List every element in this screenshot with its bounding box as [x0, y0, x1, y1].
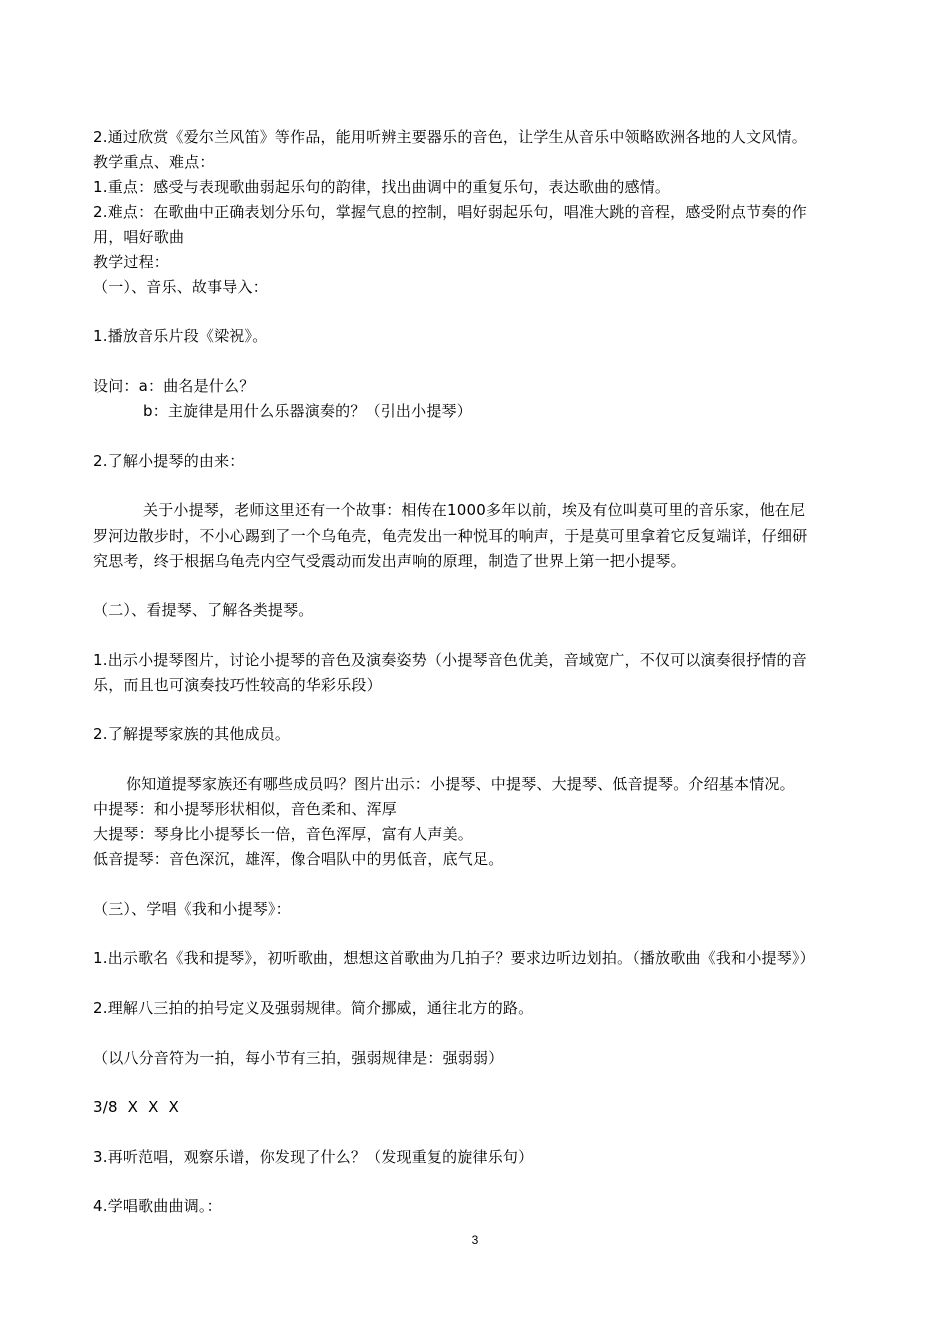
step-show-violin-cont: 乐，而且也可演奏技巧性较高的华彩乐段）: [93, 676, 382, 694]
step-show-violin: 1.出示小提琴图片，讨论小提琴的音色及演奏姿势（小提琴音色优美，音域宽广，不仅可以演奏很抒情的音: [93, 651, 807, 669]
step-show-song: 1.出示歌名《我和提琴》，初听歌曲，想想这首歌曲为几拍子？要求边听边划拍。（播放歌曲《我和小提琴》）: [93, 949, 815, 967]
step-violin-family: 2.了解提琴家族的其他成员。: [93, 725, 291, 743]
section-2-heading: （二）、看提琴、了解各类提琴。: [93, 601, 314, 619]
heading-key-points: 教学重点、难点：: [93, 153, 215, 171]
difficult-point-cont: 用，唱好歌曲: [93, 228, 185, 246]
step-learn-melody: 4.学唱歌曲曲调。：: [93, 1197, 222, 1215]
viola-desc: 中提琴：和小提琴形状相似，音色柔和、浑厚: [93, 800, 398, 818]
step-play-music: 1.播放音乐片段《梁祝》。: [93, 327, 268, 345]
question-b: b：主旋律是用什么乐器演奏的？（引出小提琴）: [143, 402, 472, 420]
cello-desc: 大提琴：琴身比小提琴长一倍，音色浑厚，富有人声美。: [93, 825, 474, 843]
heading-teaching-process: 教学过程：: [93, 253, 170, 271]
step-listen-again: 3.再听范唱，观察乐谱，你发现了什么？（发现重复的旋律乐句）: [93, 1148, 534, 1166]
step-time-signature: 2.理解八三拍的拍号定义及强弱规律。简介挪威，通往北方的路。: [93, 999, 534, 1017]
step-violin-origin: 2.了解小提琴的由来：: [93, 452, 245, 470]
time-signature-note: （以八分音符为一拍，每小节有三拍，强弱规律是：强弱弱）: [93, 1049, 504, 1067]
section-1-heading: （一）、音乐、故事导入：: [93, 278, 268, 296]
section-3-heading: （三）、学唱《我和小提琴》：: [93, 900, 291, 918]
question-a: 设问：a：曲名是什么？: [93, 377, 255, 395]
objective-2: 2.通过欣赏《爱尔兰风笛》等作品，能用听辨主要器乐的音色，让学生从音乐中领略欧洲各地的人文风情。: [93, 128, 807, 146]
page-number: 3: [471, 1233, 479, 1247]
story-line-2: 罗河边散步时，不小心踢到了一个乌龟壳，龟壳发出一种悦耳的响声，于是莫可里拿着它反复端详，仔细研: [93, 527, 808, 545]
rhythm-notation: 3/8 X X X: [93, 1098, 179, 1116]
key-point: 1.重点：感受与表现歌曲弱起乐句的韵律，找出曲调中的重复乐句，表达歌曲的感情。: [93, 178, 671, 196]
story-line-1: 关于小提琴，老师这里还有一个故事：相传在1000多年以前，埃及有位叫莫可里的音乐家，他在尼: [143, 501, 806, 519]
difficult-point: 2.难点：在歌曲中正确表划分乐句，掌握气息的控制，唱好弱起乐句，唱准大跳的音程，感受附点节奏的作: [93, 203, 807, 221]
story-line-3: 究思考，终于根据乌龟壳内空气受震动而发出声响的原理，制造了世界上第一把小提琴。: [93, 552, 686, 570]
double-bass-desc: 低音提琴：音色深沉，雄浑，像合唱队中的男低音，底气足。: [93, 850, 504, 868]
family-intro: 你知道提琴家族还有哪些成员吗？图片出示：小提琴、中提琴、大提琴、低音提琴。介绍基本情况。: [126, 775, 795, 793]
